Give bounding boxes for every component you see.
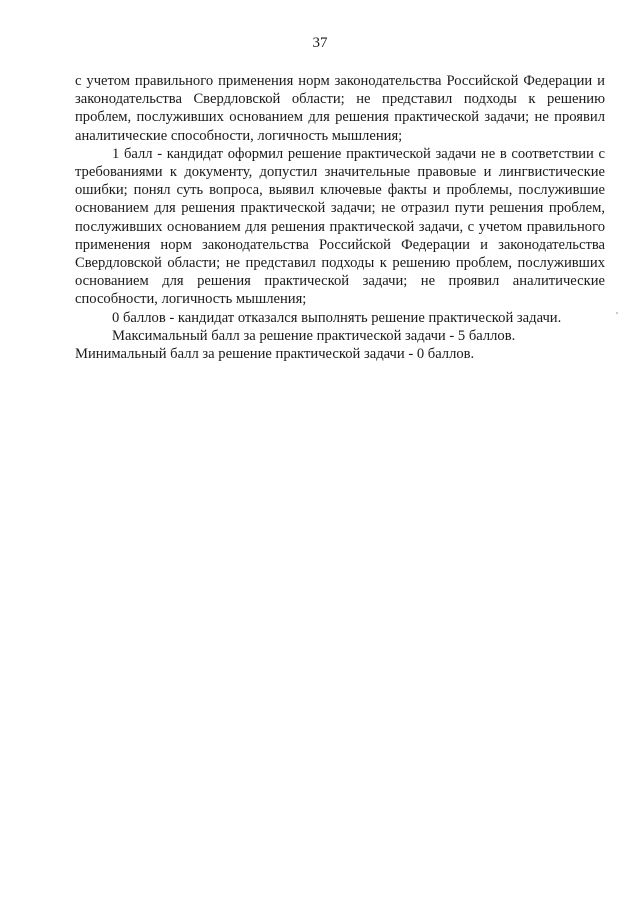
- paragraph-max-score: Максимальный балл за решение практической задачи - 5 баллов.: [112, 327, 516, 344]
- page-number: 37: [312, 35, 328, 51]
- scan-speck: [616, 312, 618, 314]
- paragraph-continuation: с учетом правильного применения норм законодательства Российской Федерации и законодательства Свердловской области; не представил подходы к решению проблем, послуживших основанием для решения практической задачи; не проявил аналитические способности, логичность мышления;: [75, 73, 605, 144]
- paragraph-1-point-criteria: 1 балл - кандидат оформил решение практической задачи не в соответствии с требованиями к документу, допустил значительные правовые и лингвистические ошибки; понял суть вопроса, выявил ключевые факты и проблемы, послужившие основанием для решения практической задачи; не отразил пути решения проблем, послуживших основанием для решения практической задачи, с учетом правильного применения норм законодательства Российской Федерации и законодательства Свердловской области; не представил подходы к решению проблем, послуживших основанием для решения практической задачи; не проявил аналитические способности, логичность мышления;: [75, 145, 605, 308]
- paragraph-min-score: Минимальный балл за решение практической задачи - 0 баллов.: [75, 346, 475, 363]
- paragraph-0-points-criteria: 0 баллов - кандидат отказался выполнять решение практической задачи.: [112, 309, 562, 326]
- document-body: [75, 72, 605, 363]
